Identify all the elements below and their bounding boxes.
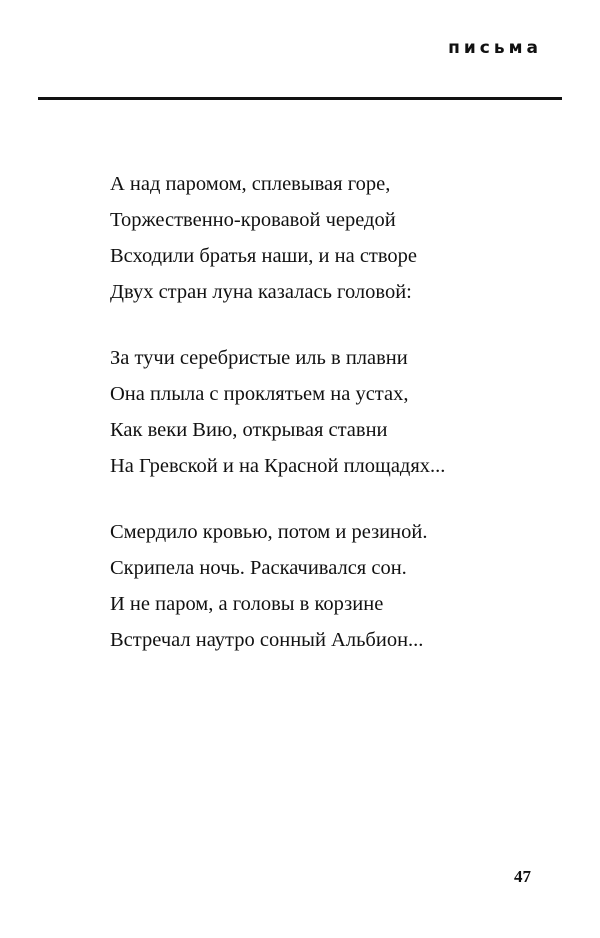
poem-line: За тучи серебристые иль в плавни <box>110 347 408 369</box>
stanza <box>110 340 550 484</box>
header-rule <box>38 97 562 100</box>
poem-line: Встречал наутро сонный Альбион... <box>110 629 424 651</box>
poem-line: Скрипела ночь. Раскачивался сон. <box>110 557 407 579</box>
poem <box>110 166 550 688</box>
stanza <box>110 166 550 310</box>
poem-line: Она плыла с проклятьем на устах, <box>110 383 409 405</box>
poem-line: Торжественно-кровавой чередой <box>110 209 396 231</box>
page-number: 47 <box>514 867 531 886</box>
poem-line: Смердило кровью, потом и резиной. <box>110 521 428 543</box>
poem-line: Двух стран луна казалась головой: <box>110 281 412 303</box>
running-head: письма <box>448 38 542 58</box>
poem-line: Всходили братья наши, и на створе <box>110 245 418 267</box>
poem-line: На Гревской и на Красной площадях... <box>110 455 446 477</box>
stanza <box>110 514 550 658</box>
poem-line: Как веки Вию, открывая ставни <box>110 419 388 441</box>
poem-line: И не паром, а головы в корзине <box>110 593 384 615</box>
poem-line: А над паромом, сплевывая горе, <box>110 173 391 195</box>
